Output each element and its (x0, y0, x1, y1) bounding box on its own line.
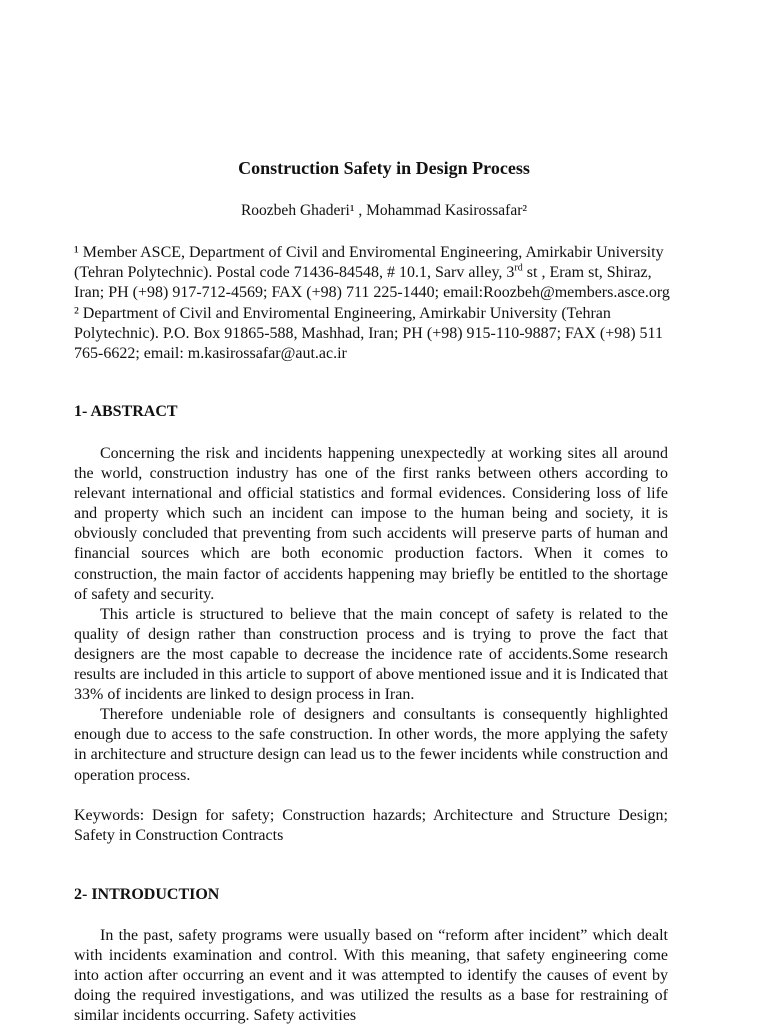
keywords-block (74, 806, 668, 846)
abstract-paragraph-2: This article is structured to believe that the main concept of safety is related to the quality of design rather than construction process and is trying to prove the fact that designers are the most capable to decrease the incidence rate of accidents.Some research results are included in this article to support of above mentioned issue and it is Indicated that 33% of incidents are linked to design process in Iran. (74, 605, 668, 704)
affiliation-1-text-a: ¹ Member ASCE, Department of Civil and Enviromental Engineering, Amirkabir University (Tehran Polytechnic). Postal code 71436-84548, # 10.1, Sarv alley, 3 (74, 244, 664, 282)
affiliation-2: ² Department of Civil and Enviromental Engineering, Amirkabir University (Tehran Polytechnic). P.O. Box 91865-588, Mashhad, Iran; PH (+98) 915-110-9887; FAX (+98) 511 765-6622; email: m.kasirossafar@aut.ac.ir (74, 304, 663, 363)
affiliations (74, 243, 674, 364)
abstract-body (74, 444, 668, 786)
paper-authors: Roozbeh Ghaderi¹ , Mohammad Kasirossafar² (240, 202, 528, 219)
abstract-heading: 1- ABSTRACT (74, 403, 178, 420)
affiliation-1-text-b: st , Eram st, Shiraz, Iran; PH (+98) 917-712-4569; FAX (+98) 711 225-1440; email:Roozbeh@members.asce.org (74, 264, 670, 302)
abstract-paragraph-1: Concerning the risk and incidents happening unexpectedly at working sites all around the world, construction industry has one of the first ranks between others according to relevant international and official statistics and formal evidences. Considering loss of life and property which such an incident can impose to the human being and society, it is obviously concluded that preventing from such accidents will preserve parts of human and financial sources which are both economic production factors. When it comes to construction, the main factor of accidents happening may briefly be entitled to the shortage of safety and security. (74, 445, 668, 603)
abstract-paragraph-3: Therefore undeniable role of designers and consultants is consequently highlighted enough due to access to the safe construction. In other words, the more applying the safety in architecture and structure design can lead us to the fewer incidents while construction and operation process. (74, 706, 668, 784)
paper-title: Construction Safety in Design Process (238, 158, 530, 178)
ordinal-superscript: rd (514, 262, 523, 274)
introduction-paragraph-1: In the past, safety programs were usually based on “reform after incident” which dealt with incidents examination and control. With this meaning, that safety engineering come into action after occurring an event and it was attempted to identify the causes of event by doing the required investigations, and was utilized the results as a base for restraining of similar incidents occurring. Safety activities (74, 927, 668, 1025)
keywords-text: Keywords: Design for safety; Construction hazards; Architecture and Structure Design; Safety in Construction Contracts (74, 807, 668, 845)
affiliation-1 (74, 243, 674, 304)
introduction-heading: 2- INTRODUCTION (74, 886, 220, 903)
introduction-body (74, 926, 668, 1026)
